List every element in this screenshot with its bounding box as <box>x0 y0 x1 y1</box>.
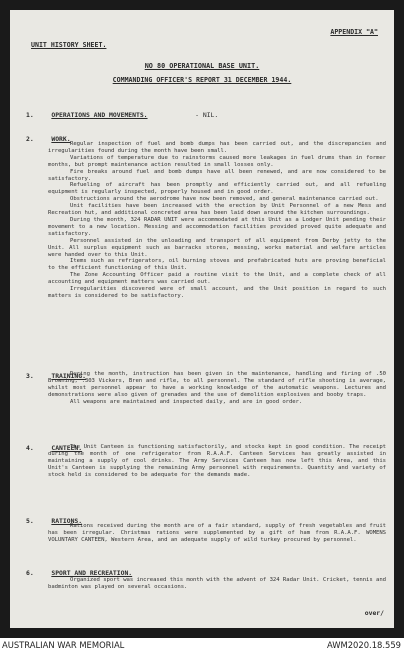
section-title: SPORT AND RECREATION. <box>51 569 133 577</box>
paragraph: Rations received during the month are of a fair standard, supply of fresh vegetables and fruit has been irregular. Christmas rations were supplemented by a gift of ham from R.A.A.F. WOMENS VOLUNTARY CANTEEN, Western Area, and an adequate supply of wild turkey procured by personnel. <box>48 523 386 543</box>
paragraph: Refueling of aircraft has been promptly and efficiently carried out, and all refueling equipment is regularly inspected, properly housed and in good order. <box>48 182 386 196</box>
page-turn-note: over/ <box>364 609 384 617</box>
paragraph: During the month, instruction has been given in the maintenance, handling and firing of .50 Browning, .303 Vickers, Bren and rifle, to all personnel. The standard of rifle shooting is average, whilst most personnel appear to have a working knowledge of the automatic weapons. Lectures and demonstrations were also given of grenades and the use of demolition explosives and booby traps. <box>48 371 386 398</box>
paragraph: Regular inspection of fuel and bomb dumps has been carried out, and the discrepancies and irregularities found during the month have been small. <box>48 141 386 154</box>
appendix-label: APPENDIX "A" <box>330 28 378 36</box>
section-number: 2. <box>26 135 34 143</box>
section-title: CANTEEN. <box>51 444 83 452</box>
archive-footer <box>0 638 404 653</box>
section-status: - NIL. <box>195 111 219 119</box>
report-title: COMMANDING OFFICER'S REPORT 31 DECEMBER 1944. <box>112 76 292 84</box>
document-page <box>10 10 394 628</box>
section-title: TRAINING. <box>51 372 86 380</box>
section-number: 1. <box>26 111 34 119</box>
paragraph: Irregularities discovered were of small account, and the Unit position in regard to such matters is considered to be satisfactory. <box>48 286 386 299</box>
archive-reference: AWM2020.18.559 <box>326 640 401 650</box>
rations-paragraphs <box>48 523 386 544</box>
paragraph: The Zone Accounting Officer paid a routine visit to the Unit, and a complete check of all accounting and equipment matters was carried out. <box>48 272 386 286</box>
paragraph: All weapons are maintained and inspected daily, and are in good order. <box>70 398 303 405</box>
section-number: 6. <box>26 569 34 577</box>
unit-title: NO 80 OPERATIONAL BASE UNIT. <box>144 62 260 70</box>
section-1-heading <box>26 102 218 121</box>
unit-history-heading: UNIT HISTORY SHEET. <box>31 41 107 49</box>
paragraph: Items such as refrigerators, oil burning stoves and prefabricated huts are proving beneficial to the efficient functioning of this Unit. <box>48 258 386 272</box>
paragraph: During the month, 324 RADAR UNIT were accommodated at this Unit as a Lodger Unit pending their movement to a new location. Messing and accommodation facilities provided proved quite adequate and satisfactory. <box>48 216 386 237</box>
section-title: OPERATIONS AND MOVEMENTS. <box>51 111 148 119</box>
section-number: 3. <box>26 372 34 380</box>
paragraph: Fire breaks around fuel and bomb dumps have all been renewed, and are now considered to be satisfactory. <box>48 168 386 182</box>
archive-name: AUSTRALIAN WAR MEMORIAL <box>2 640 125 650</box>
canteen-paragraphs <box>48 444 386 479</box>
work-paragraphs <box>48 141 386 300</box>
paragraph: The Unit Canteen is functioning satisfactorily, and stocks kept in good condition. The receipt during the month of one refrigerator from R.A.A.F. Canteen Services has greatly assisted in maintaining a supply of cool drinks. The Army Services Canteen has now left this Area, and this Unit's Canteen is supplying the remaining Army personnel with requirements. Quantity and variety of stock held is considered to be adequate for the demands made. <box>48 444 386 478</box>
section-number: 4. <box>26 444 34 452</box>
section-number: 5. <box>26 517 34 525</box>
paragraph: Personnel assisted in the unloading and transport of all equipment from Derby jetty to the Unit. All surplus equipment such as barracks stores, messing, works material and welfare articles were handed over to this Unit. <box>48 237 386 258</box>
paragraph: Organized sport was increased this month with the advent of 324 Radar Unit. Cricket, tennis and badminton was played on several occasions. <box>48 577 386 590</box>
section-title: WORK. <box>51 135 71 143</box>
section-title: RATIONS. <box>51 517 83 525</box>
sport-paragraphs <box>48 577 386 591</box>
paragraph: Obstructions around the aerodrome have now been removed, and general maintenance carried out. <box>70 196 379 203</box>
paragraph: Variations of temperature due to rainstorms caused more leakages in fuel drums than in former months, but prompt maintenance action resulted in small losses only. <box>48 154 386 168</box>
training-paragraphs <box>48 371 386 406</box>
paragraph: Unit facilities have been increased with the erection by Unit Personnel of a new Mess and Recreation hut, and additional concreted area has been laid down around the kitchen surroundings. <box>48 203 386 217</box>
